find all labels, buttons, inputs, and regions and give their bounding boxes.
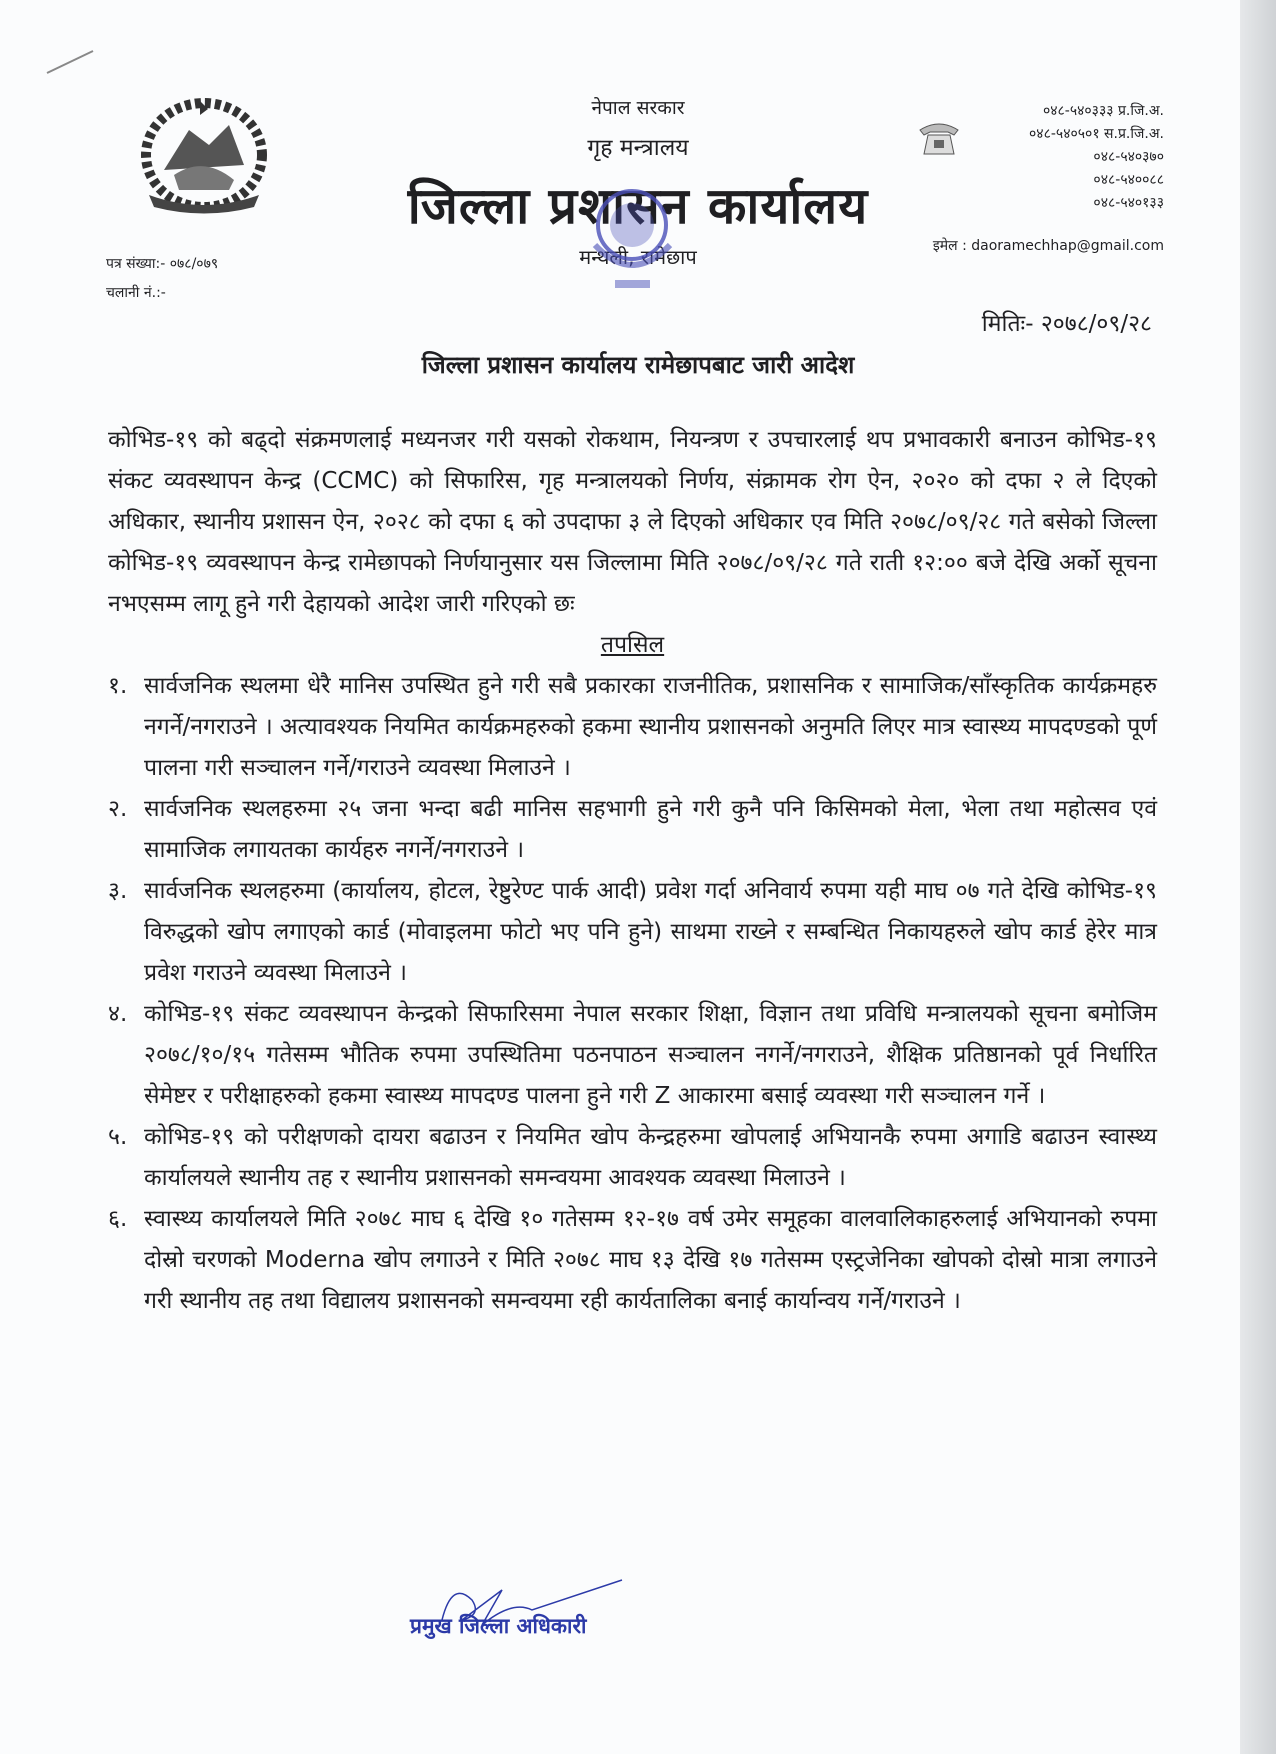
order-heading: जिल्ला प्रशासन कार्यालय रामेछापबाट जारी आदेश [421,351,855,379]
email: इमेल : daoramechhap@gmail.com [932,238,1164,254]
order-item [108,994,1157,1117]
office-title: जिल्ला प्रशासन कार्यालय [407,177,869,235]
item-text: स्वास्थ्य कार्यालयले मिति २०७८ माघ ६ देखि १० गतेसम्म १२-१७ वर्ष उमेर समूहका वालवालिकाहरुलाई अभियानको रुपमा दोस्रो चरणको Moderna खोप लगाउने र मिति २०७८ माघ १३ देखि १७ गतेसम्म एस्ट्रजेनिका खोपको दोस्रो मात्रा लगाउने गरी स्थानीय तह तथा विद्यालय प्रशासनको समन्वयमा रही कार्यतालिका बनाई कार्यान्वय गर्ने/गराउने । [144,1206,1157,1314]
item-text: कोभिड-१९ को परीक्षणको दायरा बढाउन र नियमित खोप केन्द्रहरुमा खोपलाई अभियानकै रुपमा अगाडि बढाउन स्वास्थ्य कार्यालयले स्थानीय तह र स्थानीय प्रशासनको समन्वयमा आवश्यक व्यवस्था मिलाउने । [144,1124,1157,1191]
schedule-title: तपसिल [600,632,665,658]
order-item [108,1117,1157,1199]
order-item [108,1199,1157,1322]
reference-block [106,250,218,308]
item-number: २. [108,796,128,822]
letter-date: मितिः- २०७८/०९/२८ [981,311,1152,337]
ministry-name: गृह मन्त्रालय [587,135,689,161]
order-item [108,666,1157,789]
office-location: मन्थली, रामेछाप [579,245,697,269]
item-text: सार्वजनिक स्थलहरुमा २५ जना भन्दा बढी मानिस सहभागी हुने गरी कुनै पनि किसिमको मेला, भेला तथा महोत्सव एवं सामाजिक लगायतका कार्यहरु नगर्ने/नगराउने । [144,796,1157,863]
phone-acdo: ०४८-५४०५०१ स.प्र.जि.अ. [1029,126,1164,142]
order-item [108,871,1157,994]
telephone-icon [918,120,960,156]
phone-4: ०४८-५४००८८ [1093,172,1164,188]
item-number: ५. [108,1124,128,1150]
phone-cdo: ०४८-५४०३३३ प्र.जि.अ. [1042,103,1164,119]
item-text: सार्वजनिक स्थलमा धेरै मानिस उपस्थित हुने गरी सबै प्रकारका राजनीतिक, प्रशासनिक र सामाजिक/साँस्कृतिक कार्यक्रमहरु नगर्ने/नगराउने । अत्यावश्यक नियमित कार्यक्रमहरुको हकमा स्थानीय प्रशासनको अनुमति लिएर मात्र स्वास्थ्य मापदण्डको पूर्ण पालना गरी सञ्चालन गर्ने/गराउने व्यवस्था मिलाउने । [144,673,1157,781]
item-number: ६. [108,1206,128,1232]
item-number: ३. [108,878,128,904]
phone-3: ०४८-५४०३७० [1093,149,1164,165]
item-text: सार्वजनिक स्थलहरुमा (कार्यालय, होटल, रेष्टुरेण्ट पार्क आदी) प्रवेश गर्दा अनिवार्य रुपमा यही माघ ०७ गते देखि कोभिड-१९ विरुद्धको खोप लगाएको कार्ड (मोवाइलमा फोटो भए पनि हुने) साथमा राख्ने र सम्बन्धित निकायहरुले खोप कार्ड हेरेर मात्र प्रवेश गराउने व्यवस्था मिलाउने । [144,878,1157,986]
item-number: १. [108,673,128,699]
signatory-title: प्रमुख जिल्ला अधिकारी [410,1614,587,1638]
phone-5: ०४८-५४०१३३ [1093,195,1164,211]
item-text: कोभिड-१९ संकट व्यवस्थापन केन्द्रको सिफारिसमा नेपाल सरकार शिक्षा, विज्ञान तथा प्रविधि मन्त्रालयको सूचना बमोजिम २०७८/१०/१५ गतेसम्म भौतिक रुपमा उपस्थितिमा पठनपाठन सञ्चालन नगर्ने/नगराउने, शैक्षिक प्रतिष्ठानको पूर्व निर्धारित सेमेष्टर र परीक्षाहरुको हकमा स्वास्थ्य मापदण्ड पालना हुने गरी Z आकारमा बसाई व्यवस्था गरी सञ्चालन गर्ने । [144,1001,1157,1109]
government-name: नेपाल सरकार [591,97,685,119]
dispatch-number: चलानी नं.:- [106,285,166,301]
item-number: ४. [108,1001,128,1027]
phone-list [1029,100,1164,215]
pen-mark [45,48,95,78]
intro-paragraph: कोभिड-१९ को बढ्दो संक्रमणलाई मध्यनजर गरी यसको रोकथाम, नियन्त्रण र उपचारलाई थप प्रभावकारी बनाउन कोभिड-१९ संकट व्यवस्थापन केन्द्र (CCMC) को सिफारिस, गृह मन्त्रालयको निर्णय, संक्रामक रोग ऐन, २०२० को दफा २ ले दिएको अधिकार, स्थानीय प्रशासन ऐन, २०२८ को दफा ६ को उपदाफा ३ ले दिएको अधिकार एव मिति २०७८/०९/२८ गते बसेको जिल्ला कोभिड-१९ व्यवस्थापन केन्द्र रामेछापको निर्णयानुसार यस जिल्लामा मिति २०७८/०९/२८ गते राती १२:०० बजे देखि अर्को सूचना नभएसम्म लागू हुने गरी देहायको आदेश जारी गरिएको छः [108,427,1157,617]
order-body [108,420,1157,1322]
letter-number: पत्र संख्या:- ०७८/०७९ [106,256,219,272]
official-stamp [585,185,680,297]
order-item [108,789,1157,871]
